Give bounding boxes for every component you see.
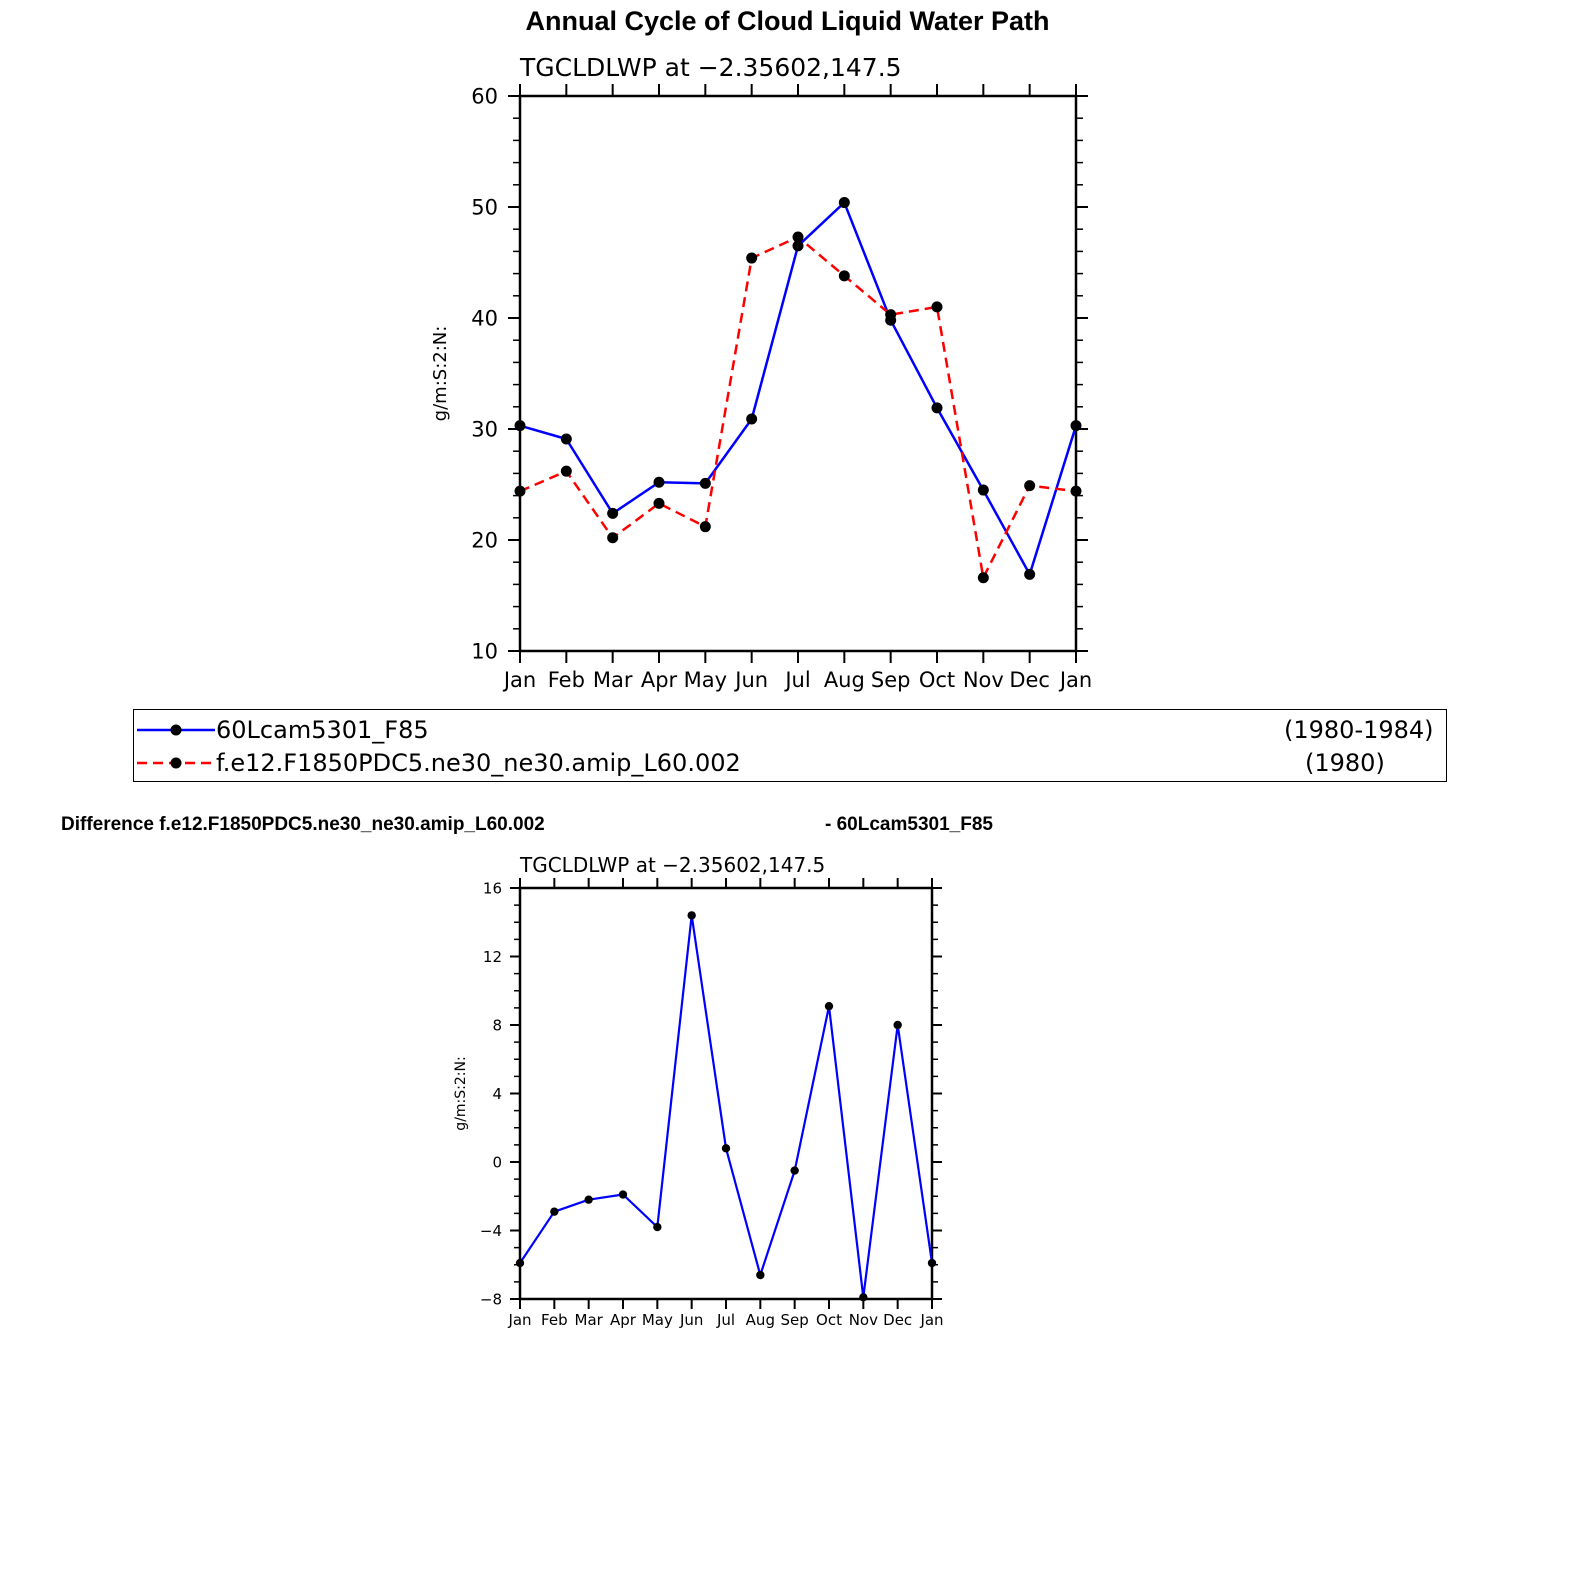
x-tick-label: Jan	[508, 1311, 532, 1329]
series-1-point	[550, 1207, 558, 1215]
series-1-point	[825, 1002, 833, 1010]
series-2-point	[793, 231, 804, 242]
x-tick-label: May	[683, 668, 728, 692]
series-1-point	[700, 478, 711, 489]
x-tick-label: Jul	[716, 1311, 736, 1329]
series-1-point	[932, 402, 943, 413]
legend-period-series-1: (1980-1984)	[1284, 716, 1434, 744]
x-tick-label: Sep	[870, 668, 911, 692]
x-tick-label: Dec	[1009, 668, 1050, 692]
series-2-point	[700, 521, 711, 532]
y-tick-label: 30	[471, 417, 498, 442]
series-line-1	[520, 915, 932, 1297]
x-tick-label: May	[641, 1311, 673, 1329]
series-1-point	[893, 1021, 901, 1029]
series-1-point	[722, 1144, 730, 1152]
x-tick-label: Aug	[745, 1311, 775, 1329]
series-1-point	[607, 508, 618, 519]
x-tick-label: Jan	[503, 668, 537, 692]
y-axis-label: g/m:S:2:N:	[453, 1056, 469, 1131]
plot-frame	[520, 96, 1076, 651]
series-2-point	[885, 309, 896, 320]
legend-label-series-1: 60Lcam5301_F85	[216, 716, 429, 744]
difference-title-left: Difference f.e12.F1850PDC5.ne30_ne30.amip_L60.002	[61, 814, 545, 835]
series-2-point	[561, 466, 572, 477]
series-2-point	[932, 301, 943, 312]
series-1-point	[516, 1259, 524, 1267]
legend-label-series-2: f.e12.F1850PDC5.ne30_ne30.amip_L60.002	[216, 749, 741, 777]
series-1-point	[928, 1259, 936, 1267]
x-tick-label: Nov	[848, 1311, 878, 1329]
x-tick-label: Sep	[780, 1311, 809, 1329]
y-tick-label: 8	[492, 1016, 502, 1035]
x-tick-label: Feb	[547, 668, 585, 692]
y-tick-label: 10	[471, 639, 498, 664]
x-tick-label: Mar	[574, 1311, 603, 1329]
x-tick-label: Aug	[823, 668, 865, 692]
series-1-point	[515, 420, 526, 431]
x-tick-label: Oct	[816, 1311, 842, 1329]
x-tick-label: Apr	[610, 1311, 636, 1329]
series-line-2	[520, 237, 1076, 578]
series-1-point	[1071, 420, 1082, 431]
y-tick-label: 20	[471, 528, 498, 553]
x-tick-label: Nov	[962, 668, 1004, 692]
series-2-point	[654, 498, 665, 509]
x-tick-label: Feb	[541, 1311, 568, 1329]
y-tick-label: 4	[492, 1084, 502, 1103]
series-1-point	[619, 1190, 627, 1198]
x-tick-label: Apr	[640, 668, 678, 692]
series-1-point	[687, 911, 695, 919]
series-1-point	[859, 1293, 867, 1301]
y-tick-label: 60	[471, 84, 498, 109]
x-tick-label: Dec	[883, 1311, 913, 1329]
chart-title: Annual Cycle of Cloud Liquid Water Path	[525, 6, 1050, 36]
x-tick-label: Mar	[592, 668, 633, 692]
series-2-point	[746, 253, 757, 264]
y-tick-label: −4	[479, 1221, 502, 1240]
series-1-point	[756, 1271, 764, 1279]
series-1-point	[654, 477, 665, 488]
series-2-point	[1024, 480, 1035, 491]
y-tick-label: 40	[471, 306, 498, 331]
y-tick-label: −8	[479, 1290, 502, 1309]
chart-subtitle: TGCLDLWP at −2.35602,147.5	[520, 53, 902, 82]
series-2-point	[1071, 486, 1082, 497]
series-1-point	[839, 197, 850, 208]
series-2-point	[978, 572, 989, 583]
x-tick-label: Jan	[920, 1311, 944, 1329]
x-tick-label: Jun	[735, 668, 769, 692]
series-1-point	[1024, 569, 1035, 580]
series-1-point	[653, 1223, 661, 1231]
series-1-point	[790, 1166, 798, 1174]
series-1-point	[561, 433, 572, 444]
legend-period-series-2: (1980)	[1305, 749, 1385, 777]
chart-subtitle: TGCLDLWP at −2.35602,147.5	[520, 853, 826, 877]
x-tick-label: Jun	[679, 1311, 704, 1329]
y-axis-label: g/m:S:2:N:	[430, 325, 451, 422]
series-1-point	[978, 485, 989, 496]
series-2-point	[839, 270, 850, 281]
chart-panel-2	[453, 853, 944, 1329]
chart-panel-1	[430, 53, 1092, 692]
series-2-point	[515, 486, 526, 497]
y-tick-label: 16	[482, 879, 502, 898]
x-tick-label: Jul	[785, 668, 811, 692]
series-1-point	[746, 414, 757, 425]
series-2-point	[607, 532, 618, 543]
series-1-point	[584, 1195, 592, 1203]
x-tick-label: Jan	[1059, 668, 1093, 692]
series-line-1	[520, 203, 1076, 575]
x-tick-label: Oct	[918, 668, 956, 692]
y-tick-label: 12	[482, 947, 502, 966]
y-tick-label: 0	[492, 1153, 502, 1172]
y-tick-label: 50	[471, 195, 498, 220]
difference-title-right: - 60Lcam5301_F85	[825, 814, 993, 835]
